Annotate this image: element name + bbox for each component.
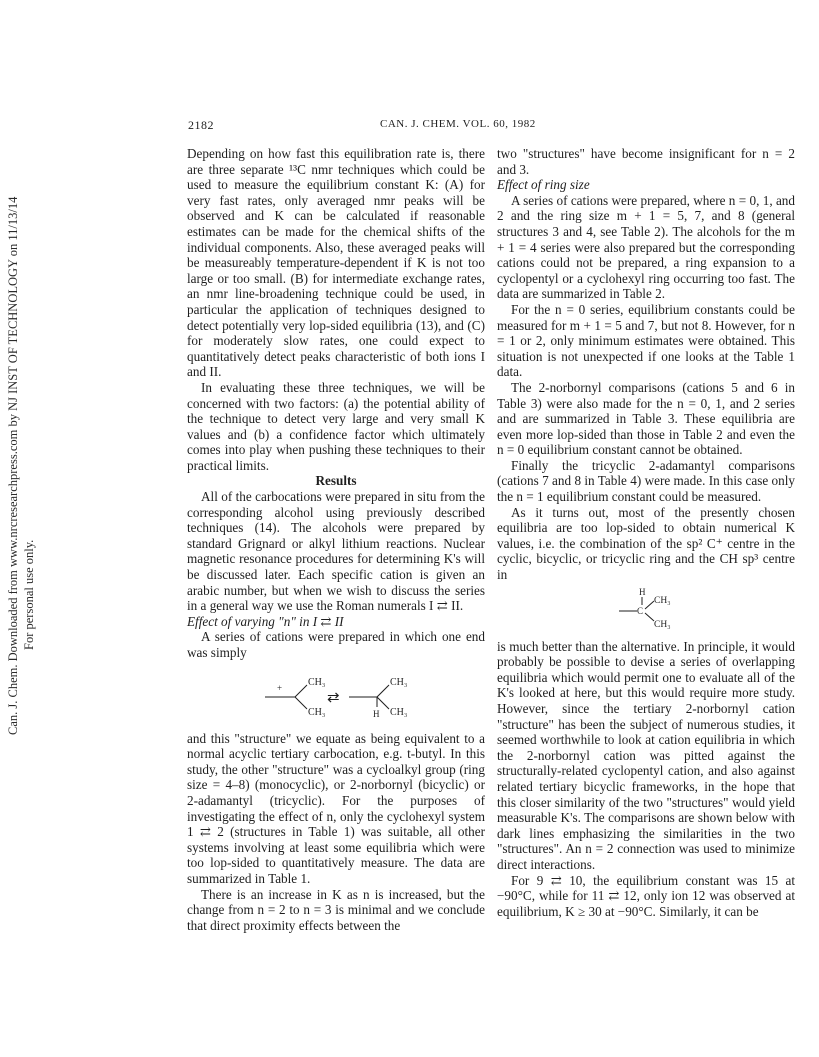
paragraph: A series of cations were prepared in which one end was simply (187, 629, 485, 660)
subsection-heading: Effect of varying "n" in I ⇄ II (187, 613, 344, 629)
paragraph: There is an increase in K as n is increased, but the change from n = 2 to n = 3 is minimal and we conclude that direct proximity effects between the (187, 886, 485, 933)
methyl-label: CH₃ (308, 676, 326, 688)
paragraph: A series of cations were prepared, where n = 0, 1, and 2 and the ring size m + 1 = 5, 7, and 8 (general structures 3 and 4, see Table 2). The alcohols for the m + 1 = 4 series were also prepared but the corresponding cations could not be prepared, a ring expansion to a cyclopentyl or a cyclohexyl ring occurring too fast. The data are summarized in Table 2. (497, 192, 795, 302)
hydrogen-label: H (373, 708, 380, 719)
paragraph: All of the carbocations were prepared in situ from the corresponding alcohol using previously described techniques (14). The alcohols were prepared by standard Grignard or alkyl lithium reactions. Nuclear magnetic resonance procedures for determining K's will be discussed later. Each specific cation is given an arabic number, but when we wish to discuss the series in a general way we use the Roman numerals I ⇄ II. (187, 489, 485, 614)
equilibrium-arrows: ⇄ (327, 689, 340, 706)
paragraph: Depending on how fast this equilibration rate is, there are three separate ¹³C nmr techniques which could be used to measure the equilibrium constant K: (A) for very fast rates, only averaged nmr peaks will be observed and K can be calculated if reasonable estimates can be made for the chemical shifts of the individual components. Also, these averaged peaks will be measureably temperature-dependent if K is not too large or too small. (B) for intermediate exchange rates, an nmr line-broadening technique could be used, in particular the application of techniques designed to detect potentially very lop-sided equilibria (13), and (C) for moderately slow rates, one could expect to quantitatively detect peaks characteristic of both ions I and II. (187, 146, 485, 380)
paragraph: Finally the tricyclic 2-adamantyl comparisons (cations 7 and 8 in Table 4) were made. In this case only the n = 1 equilibrium constant could be measured. (497, 457, 795, 505)
download-watermark-sidebar (0, 60, 42, 760)
paragraph: is much better than the alternative. In principle, it would probably be possible to devise a series of overlapping equilibria which would permit one to evaluate all of the K's looked at here, but this would require more study. However, since the tertiary 2-norbornyl cation "structure" has been the subject of numerous studies, it seemed worthwhile to look at cation equilibria in which the 2-norbornyl cation was pitted against the structurally-related cyclopentyl cation, and also against related tertiary bicyclic frameworks, in the hope that this closer similarity of the two "structures" would yield measurable K's. The comparisons are shown below with dark lines emphasizing the similarities in the two "structures". An n = 2 connection was used to minimize direct interactions. (497, 638, 795, 872)
download-notice: Can. J. Chem. Downloaded from www.nrcresearchpress.com by NJ INST OF TECHNOLOGY on 11/13/14 (6, 196, 20, 735)
paragraph: In evaluating these three techniques, we will be concerned with two factors: (a) the potential ability of the technique to detect very large and very small K values and (b) a confidence factor which ultimately comes into play when pushing these techniques to their practical limits. (187, 379, 485, 473)
plus-charge: + (277, 682, 283, 693)
carbon-label: C (637, 605, 644, 616)
right-column (497, 146, 795, 919)
paragraph: two "structures" have become insignificant for n = 2 and 3. (497, 146, 795, 177)
methyl-label: CH₃ (390, 706, 408, 718)
paragraph: For 9 ⇄ 10, the equilibrium constant was 15 at −90°C, while for 11 ⇄ 12, only ion 12 was observed at equilibrium, K ≥ 30 at −90°C. Similarly, it can be (497, 872, 795, 919)
hydrogen-label: H (639, 586, 646, 597)
page-number: 2182 (188, 118, 214, 132)
paragraph: As it turns out, most of the presently chosen equilibria are too lop-sided to obtain numerical K values, i.e. the combination of the sp² C⁺ centre in the cyclic, bicyclic, or tricyclic ring and the CH sp³ centre in (497, 504, 795, 583)
paragraph: For the n = 0 series, equilibrium constants could be measured for m + 1 = 5 and 7, but not 8. However, for n = 1 or 2, only minimum estimates were obtained. This situation is not unexpected if one looks at the Table 1 data. (497, 301, 795, 380)
paragraph: The 2-norbornyl comparisons (cations 5 and 6 in Table 3) were also made for the n = 0, 1, and 2 series and are summarized in Table 3. These equilibria are even more lop-sided than those in Table 2 and even the n = 0 equilibrium constant cannot be obtained. (497, 379, 795, 458)
methyl-label: CH₃ (308, 706, 326, 718)
ch-sp3-centre-structure (591, 585, 701, 635)
methyl-label: CH₃ (390, 676, 408, 688)
section-heading-results: Results (315, 473, 357, 489)
running-head: CAN. J. CHEM. VOL. 60, 1982 (380, 118, 536, 130)
equilibrium-scheme (251, 669, 421, 725)
paragraph: and this "structure" we equate as being equivalent to a normal acyclic tertiary carbocation, e.g. t-butyl. In this study, the other "structure" was a cycloalkyl group (ring size = 4–8) (monocyclic), or 2-norbornyl (bicyclic) or 2-adamantyl (tricyclic). For the purposes of investigating the effect of n, only the cyclohexyl system 1 ⇄ 2 (structures in Table 1) was suitable, all other systems involving at least some equilibria which were too lop-sided to quantitatively measure. The data are summarized in Table 1. (187, 730, 485, 886)
subsection-heading: Effect of ring size (497, 177, 590, 193)
personal-use-notice: For personal use only. (22, 539, 36, 650)
methyl-label: CH₃ (654, 595, 671, 606)
page-header (0, 118, 819, 134)
methyl-label: CH₃ (654, 619, 671, 630)
left-column (187, 146, 485, 933)
